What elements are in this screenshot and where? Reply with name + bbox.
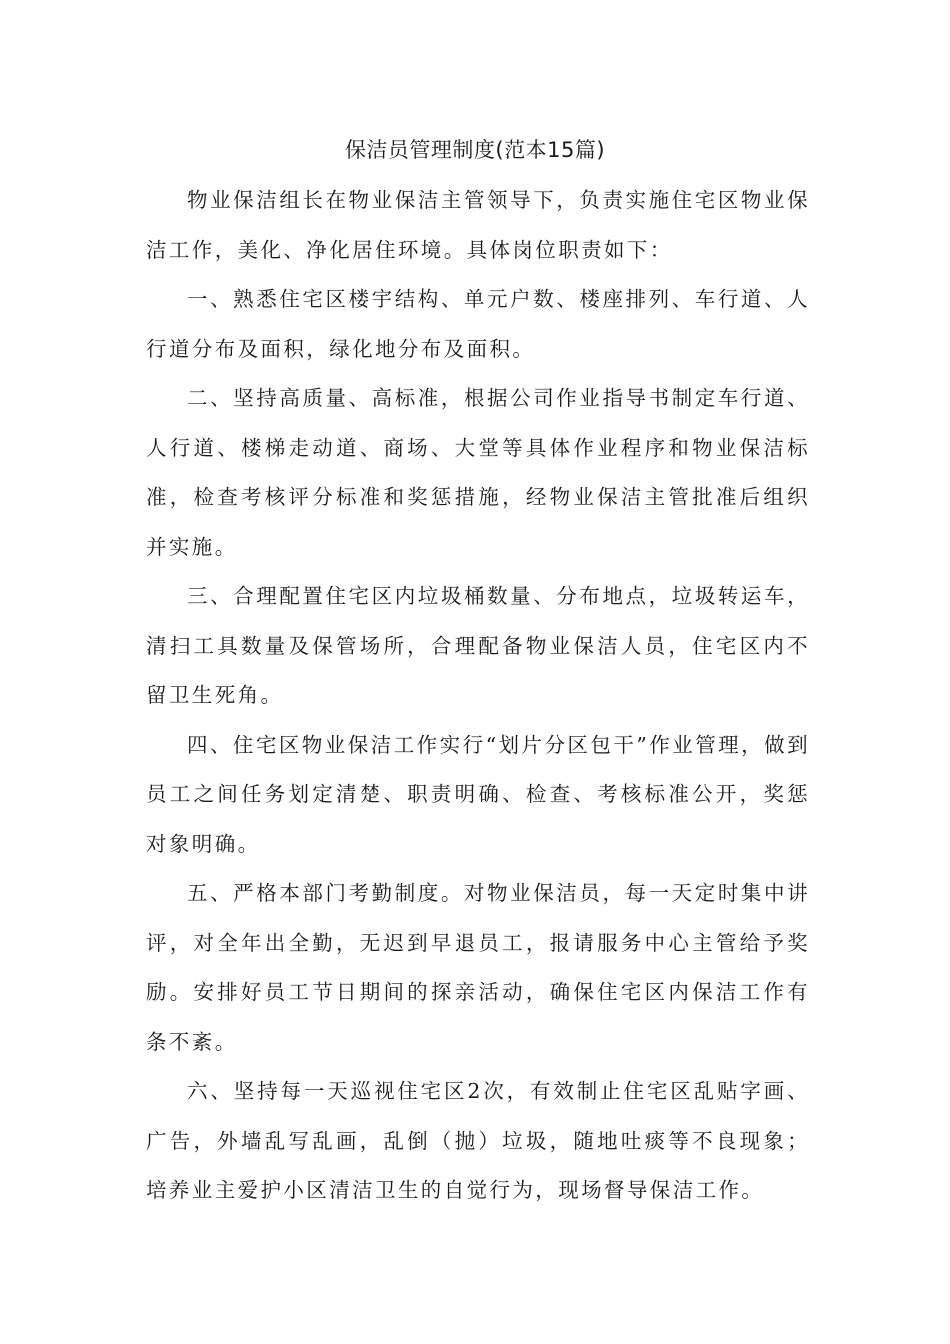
duty-item-2: 二、坚持高质量、高标准，根据公司作业指导书制定车行道、人行道、楼梯走动道、商场、大堂等具体作业程序和物业保洁标准，检查考核评分标准和奖惩措施，经物业保洁主管批准后组织并实施。 bbox=[146, 386, 810, 559]
intro-paragraph: 物业保洁组长在物业保洁主管领导下，负责实施住宅区物业保洁工作，美化、净化居住环境。具体岗位职责如下： bbox=[146, 188, 810, 262]
duty-item-4: 四、住宅区物业保洁工作实行“划片分区包干”作业管理，做到员工之间任务划定清楚、职责明确、检查、考核标准公开，奖惩对象明确。 bbox=[146, 732, 810, 856]
duty-item-1: 一、熟悉住宅区楼宇结构、单元户数、楼座排列、车行道、人行道分布及面积，绿化地分布及面积。 bbox=[146, 287, 810, 361]
duty-item-3: 三、合理配置住宅区内垃圾桶数量、分布地点，垃圾转运车，清扫工具数量及保管场所，合理配备物业保洁人员，住宅区内不留卫生死角。 bbox=[146, 584, 810, 707]
duty-item-6: 六、坚持每一天巡视住宅区2次，有效制止住宅区乱贴字画、广告，外墙乱写乱画，乱倒（抛）垃圾，随地吐痰等不良现象；培养业主爱护小区清洁卫生的自觉行为，现场督导保洁工作。 bbox=[146, 1079, 810, 1202]
document-title: 保洁员管理制度(范本15篇) bbox=[344, 138, 606, 162]
duty-item-5: 五、严格本部门考勤制度。对物业保洁员，每一天定时集中讲评，对全年出全勤，无迟到早退员工，报请服务中心主管给予奖励。安排好员工节日期间的探亲活动，确保住宅区内保洁工作有条不紊。 bbox=[146, 881, 810, 1054]
document-body bbox=[146, 176, 810, 1216]
